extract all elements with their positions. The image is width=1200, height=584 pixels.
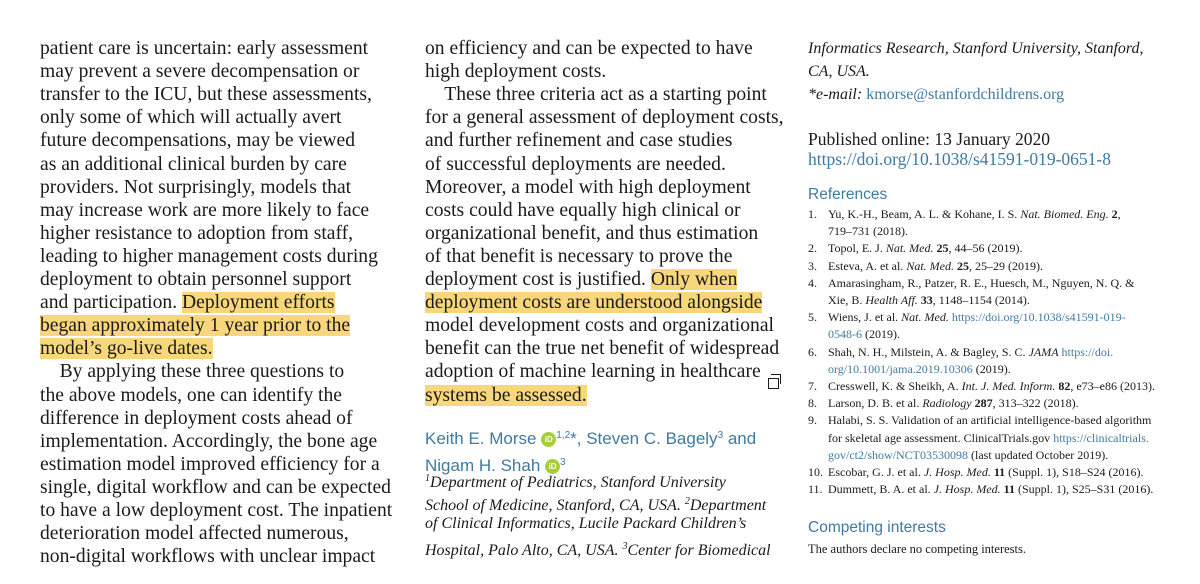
text-segment: By applying these three questions to <box>40 361 345 383</box>
text-line <box>425 268 737 291</box>
journal-name: JAMA <box>1028 344 1059 359</box>
reference-segment: Esteva, A. et al. <box>828 258 907 273</box>
text-line <box>40 360 344 383</box>
doi-link[interactable]: https://doi.org/10.1038/s41591-019-0651-8 <box>808 149 1112 169</box>
reference-segment: Shah, N. H., Milstein, A. & Bagley, S. C. <box>828 344 1029 359</box>
text-line <box>425 83 767 106</box>
email-label: *e-mail: <box>808 86 867 103</box>
reference-text <box>828 206 1183 240</box>
text-line <box>40 314 350 337</box>
highlighted-text: Only when <box>650 269 738 290</box>
reference-segment: (Suppl. 1), S25–S31 (2016). <box>1014 482 1154 497</box>
text-segment: estimation model improved efficiency for a <box>40 453 380 475</box>
text-line <box>40 545 375 568</box>
affiliation-text: Hospital, Palo Alto, CA, USA. <box>425 541 623 559</box>
email-link[interactable]: kmorse@stanfordchildrens.org <box>866 86 1065 103</box>
affiliation-line <box>425 513 746 535</box>
reference-segment: for skeletal age assessment. ClinicalTrials.gov <box>828 430 1054 445</box>
affiliation-sup: 3 <box>622 540 628 552</box>
reference-segment: (Suppl. 1), S18–S24 (2016). <box>1005 465 1144 480</box>
text-line <box>40 499 392 522</box>
text-segment: may prevent a severe decompensation or <box>40 61 360 83</box>
text-segment: deterioration model affected numerous, <box>40 523 349 545</box>
reference-item <box>808 258 1183 275</box>
reference-number: 10. <box>808 465 823 480</box>
affiliation-text: of Clinical Informatics, Lucile Packard Children’s <box>425 515 747 532</box>
volume-number: 25 <box>936 241 949 256</box>
text-line <box>40 153 347 176</box>
author-affiliation-sup: 1,2 <box>556 430 571 441</box>
affiliation-continued: Informatics Research, Stanford University, Stanford, <box>808 40 1144 57</box>
text-line <box>425 37 753 60</box>
text-line <box>40 453 380 476</box>
text-line <box>40 268 351 291</box>
volume-number: 82 <box>1058 379 1071 394</box>
text-line <box>40 522 349 545</box>
text-line <box>425 314 774 337</box>
text-line <box>40 245 378 268</box>
text-segment: future decompensations, may be viewed <box>40 130 356 152</box>
reference-segment: Wiens, J. et al. <box>828 310 902 325</box>
reference-segment: , 25–29 (2019). <box>968 258 1043 273</box>
text-line <box>425 106 784 129</box>
reference-link[interactable]: gov/ct2/show/NCT03530098 <box>828 447 968 462</box>
volume-number: 11 <box>1003 482 1015 497</box>
journal-name: Nat. Med. <box>901 310 949 325</box>
author-affiliation-sup: 3 <box>717 430 724 441</box>
reference-number: 8. <box>808 396 817 411</box>
author-name[interactable]: *, Steven C. Bagely <box>570 429 718 448</box>
reference-segment: (2019). <box>972 361 1011 376</box>
reference-link[interactable]: org/10.1001/jama.2019.10306 <box>828 361 973 376</box>
text-segment: and further refinement and case studies <box>425 130 733 152</box>
volume-number: 11 <box>993 465 1006 480</box>
affiliation-text: Center for Biomedical <box>627 541 771 559</box>
text-line <box>425 222 758 245</box>
text-segment: the above models, one can identify the <box>40 384 342 406</box>
text-segment: providers. Not surprisingly, models that <box>40 176 352 198</box>
text-segment: as an additional clinical burden by care <box>40 153 347 175</box>
reference-number: 1. <box>808 207 817 221</box>
reference-segment: Cresswell, K. & Sheikh, A. <box>828 379 962 394</box>
text-segment: Moreover, a model with high deployment <box>425 176 751 198</box>
text-segment: These three criteria act as a starting point <box>425 84 767 106</box>
text-segment: implementation. Accordingly, the bone age <box>40 430 378 452</box>
reference-text <box>828 412 1183 464</box>
reference-number: 2. <box>808 241 817 256</box>
reference-segment: Yu, K.-H., Beam, A. L. & Kohane, I. S. <box>828 207 1021 221</box>
volume-number: 25 <box>956 258 969 273</box>
text-segment: benefit can the true net benefit of widespread <box>425 338 780 360</box>
text-segment: to have a low deployment cost. The inpatient <box>40 500 393 521</box>
reference-segment: (last updated October 2019). <box>968 447 1109 462</box>
journal-name: Health Aff. <box>865 293 918 308</box>
affiliation-text: School of Medicine, Stanford, CA, USA. <box>425 496 685 514</box>
text-line <box>40 176 351 199</box>
reference-text <box>828 395 1183 412</box>
text-segment: deployment cost is justified. <box>425 269 651 290</box>
text-segment: non-digital workflows with unclear impact <box>40 546 376 568</box>
volume-number: 2 <box>1111 207 1118 221</box>
reference-item <box>808 464 1183 481</box>
reference-segment: (2019). <box>862 327 900 342</box>
reference-item <box>808 378 1183 395</box>
reference-segment: Halabi, S. S. Validation of an artificial intelligence-based algorithm <box>828 413 1152 428</box>
reference-segment: , 1148–1154 (2014). <box>932 293 1030 308</box>
reference-segment: , 44–56 (2019). <box>948 241 1023 256</box>
text-segment: on efficiency and can be expected to have <box>425 38 753 59</box>
text-line <box>425 291 762 314</box>
text-line <box>40 129 355 152</box>
reference-item <box>808 412 1183 464</box>
author-conjunction: and <box>723 429 757 448</box>
text-segment: for a general assessment of deployment costs, <box>425 107 784 129</box>
volume-number: 33 <box>920 293 933 308</box>
reference-segment: , 313–322 (2018). <box>992 396 1079 411</box>
competing-interests-text: The authors declare no competing interests. <box>808 542 1026 556</box>
reference-item <box>808 309 1183 343</box>
author-name[interactable]: Nigam H. Shah <box>425 456 541 475</box>
reference-text <box>828 481 1183 498</box>
volume-number: 287 <box>974 396 993 411</box>
reference-text <box>828 275 1183 309</box>
email-line <box>808 84 1064 106</box>
reference-number: 9. <box>808 413 817 428</box>
highlighted-text: began approximately 1 year prior to the <box>40 315 351 337</box>
text-segment: patient care is uncertain: early assessment <box>40 38 369 59</box>
reference-link[interactable]: 0548-6 <box>828 327 862 342</box>
reference-item <box>808 275 1183 309</box>
text-segment: adoption of machine learning in healthcare <box>425 361 761 383</box>
reference-segment: , e73–e86 (2013). <box>1070 379 1155 394</box>
reference-item <box>808 344 1183 378</box>
text-line <box>40 199 369 222</box>
competing-interests-heading: Competing interests <box>808 519 946 536</box>
reference-text <box>828 240 1183 257</box>
text-line <box>40 37 368 60</box>
reference-number: 3. <box>808 258 817 273</box>
text-line <box>40 106 341 129</box>
reference-item <box>808 240 1183 257</box>
text-line <box>425 153 726 176</box>
reference-segment: Dummett, B. A. et al. <box>828 482 934 497</box>
text-line <box>425 129 732 152</box>
journal-name: Int. J. Med. Inform. <box>961 379 1056 394</box>
highlighted-text: model’s go-live dates. <box>40 338 213 360</box>
reference-item <box>808 206 1183 240</box>
text-line <box>40 291 335 314</box>
author-affiliation-sup: 3 <box>560 457 566 468</box>
published-date: Published online: 13 January 2020 <box>808 129 1051 149</box>
reference-segment: Escobar, G. J. et al. <box>828 465 924 480</box>
reference-segment: 719–731 (2018). <box>828 224 908 239</box>
text-segment: leading to higher management costs during <box>40 245 378 267</box>
reference-number: 7. <box>808 379 817 394</box>
journal-name: J. Hosp. Med. <box>933 482 1001 497</box>
text-line <box>40 476 391 499</box>
text-segment: and participation. <box>40 292 183 314</box>
reference-text <box>828 309 1183 343</box>
reference-number: 11. <box>808 482 823 497</box>
journal-name: Radiology <box>922 396 972 411</box>
text-line <box>40 222 353 245</box>
orcid-icon[interactable]: iD <box>541 432 556 447</box>
text-line <box>40 384 342 407</box>
text-line <box>40 430 377 453</box>
affiliation-sup: 1 <box>425 473 430 484</box>
orcid-icon[interactable]: iD <box>545 459 560 474</box>
text-segment: may increase work are more likely to face <box>40 199 370 221</box>
reference-segment: Xie, B. <box>828 293 866 308</box>
reference-segment: Amarasingham, R., Patzer, R. E., Huesch, M., Nguyen, N. Q. & <box>828 275 1135 290</box>
text-segment: deployment to obtain personnel support <box>40 269 352 290</box>
affiliation-text: Department <box>689 496 767 514</box>
text-line <box>40 83 372 106</box>
highlighted-text: deployment costs are understood alongside <box>425 292 763 314</box>
text-line <box>425 245 732 268</box>
text-segment: single, digital workflow and can be expected <box>40 476 391 498</box>
text-line <box>425 199 741 222</box>
text-line <box>425 337 779 360</box>
text-line <box>425 176 751 199</box>
text-segment: of that benefit is necessary to prove the <box>425 245 733 267</box>
affiliation-sup: 2 <box>684 495 690 507</box>
text-segment: transfer to the ICU, but these assessments, <box>40 84 372 106</box>
text-segment: higher resistance to adoption from staff, <box>40 222 354 244</box>
text-segment: of successful deployments are needed. <box>425 153 726 175</box>
highlighted-text: Deployment efforts <box>182 292 335 314</box>
reference-segment: Larson, D. B. et al. <box>828 396 923 411</box>
reference-segment: , <box>1117 207 1121 221</box>
journal-name: Nat. Biomed. Eng. <box>1020 207 1109 221</box>
reference-text <box>828 378 1183 395</box>
text-line <box>40 407 352 430</box>
reference-text <box>828 464 1183 481</box>
reference-number: 5. <box>808 310 817 325</box>
text-line <box>40 337 213 360</box>
affiliation-continued: CA, USA. <box>808 63 870 80</box>
reference-number: 6. <box>808 344 817 359</box>
text-segment: model development costs and organizational <box>425 315 774 337</box>
journal-name: Nat. Med. <box>906 258 954 273</box>
journal-name: Nat. Med. <box>885 241 934 256</box>
reference-link[interactable]: https://doi.org/10.1038/s41591-019- <box>951 310 1126 325</box>
affiliation-text: Department of Pediatrics, Stanford University <box>430 474 726 491</box>
text-segment: high deployment costs. <box>425 61 607 83</box>
references-list <box>808 206 1183 498</box>
reference-link[interactable]: https://clinicaltrials. <box>1053 430 1149 445</box>
author-name[interactable]: Keith E. Morse <box>425 429 537 448</box>
journal-name: J. Hosp. Med. <box>923 465 991 480</box>
reference-text <box>828 258 1183 275</box>
text-line <box>425 384 587 407</box>
references-heading: References <box>808 186 888 203</box>
reference-text <box>828 344 1183 378</box>
reference-link[interactable]: https://doi. <box>1061 344 1114 359</box>
text-segment: organizational benefit, and thus estimation <box>425 222 759 244</box>
text-line <box>425 360 761 383</box>
text-segment: difference in deployment costs ahead of <box>40 407 353 429</box>
reference-item <box>808 395 1183 412</box>
text-line <box>40 60 359 83</box>
text-segment: only some of which will actually avert <box>40 107 342 129</box>
reference-item <box>808 481 1183 498</box>
highlighted-text: systems be assessed. <box>425 384 587 406</box>
reference-number: 4. <box>808 275 817 290</box>
text-segment: costs could have equally high clinical or <box>425 199 741 221</box>
end-of-article-icon <box>768 378 779 389</box>
reference-segment: Topol, E. J. <box>828 241 886 256</box>
text-line <box>425 60 606 83</box>
affiliation-line <box>425 536 771 562</box>
